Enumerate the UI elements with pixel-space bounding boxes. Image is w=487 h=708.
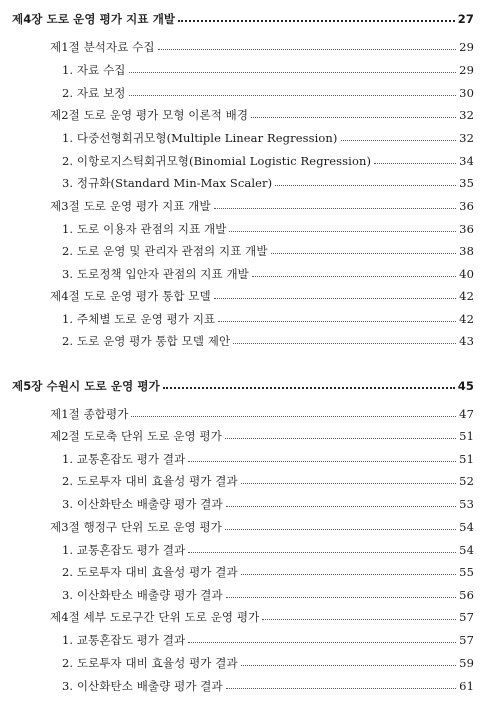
dot-leader [225, 529, 456, 530]
toc-item[interactable] [62, 632, 474, 648]
toc-section[interactable] [50, 519, 474, 535]
toc-label: 2. 도로투자 대비 효율성 평가 결과 [62, 474, 238, 488]
dot-leader [163, 387, 455, 389]
toc-label: 2. 도로 운영 평가 통합 모델 제안 [62, 334, 231, 348]
dot-leader [214, 208, 456, 209]
dot-leader [233, 343, 456, 344]
dot-leader [229, 231, 456, 232]
toc-item[interactable] [62, 587, 474, 603]
toc-page-number: 57 [459, 633, 474, 647]
toc-item[interactable] [62, 451, 474, 467]
toc-page-number: 61 [459, 679, 474, 693]
toc-page-number: 42 [459, 289, 474, 303]
toc-label: 3. 이산화탄소 배출량 평가 결과 [62, 679, 223, 693]
toc-page-number: 59 [459, 656, 474, 670]
toc-item[interactable] [62, 655, 474, 671]
toc-label: 1. 자료 수집 [62, 63, 126, 77]
toc-page-number: 30 [459, 86, 474, 100]
toc-page-number: 29 [459, 63, 474, 77]
dot-leader [374, 163, 456, 164]
toc-item[interactable] [62, 564, 474, 580]
toc-chapter-4[interactable] [12, 11, 474, 27]
dot-leader [271, 253, 457, 254]
dot-leader [129, 95, 457, 96]
toc-chapter-5[interactable] [12, 378, 474, 394]
dot-leader [252, 276, 456, 277]
toc-label: 3. 이산화탄소 배출량 평가 결과 [62, 497, 223, 511]
toc-page-number: 35 [459, 176, 474, 190]
toc-item[interactable] [62, 130, 474, 146]
toc-page-number: 40 [459, 267, 474, 281]
dot-leader [275, 185, 456, 186]
toc-label: 2. 도로투자 대비 효율성 평가 결과 [62, 565, 238, 579]
toc-label: 제1절 종합평가 [50, 407, 129, 421]
dot-leader [241, 665, 456, 666]
toc-item[interactable] [62, 85, 474, 101]
toc-section[interactable] [50, 406, 474, 422]
toc-label: 제2절 도로축 단위 도로 운영 평가 [50, 429, 222, 443]
toc-page-number: 51 [459, 452, 474, 466]
toc-section[interactable] [50, 39, 474, 55]
dot-leader [241, 483, 456, 484]
toc-item[interactable] [62, 473, 474, 489]
toc-item[interactable] [62, 175, 474, 191]
toc-label: 1. 교통혼잡도 평가 결과 [62, 633, 186, 647]
toc-label: 3. 이산화탄소 배출량 평가 결과 [62, 588, 223, 602]
dot-leader [158, 49, 457, 50]
dot-leader [188, 552, 456, 553]
toc-page-number: 32 [459, 108, 474, 122]
toc-item[interactable] [62, 62, 474, 78]
dot-leader [262, 619, 456, 620]
toc-item[interactable] [62, 333, 474, 349]
toc-page-number: 36 [459, 199, 474, 213]
dot-leader [226, 597, 456, 598]
toc-label: 3. 도로정책 입안자 관점의 지표 개발 [62, 267, 249, 281]
dot-leader [218, 321, 456, 322]
dot-leader [226, 506, 456, 507]
toc-section[interactable] [50, 107, 474, 123]
toc-item[interactable] [62, 243, 474, 259]
toc-page-number: 27 [457, 12, 474, 26]
toc-label: 1. 다중선형회귀모형(Multiple Linear Regression) [62, 131, 338, 145]
toc-section[interactable] [50, 428, 474, 444]
toc-page-number: 42 [459, 312, 474, 326]
toc-label: 제5장 수원시 도로 운영 평가 [12, 379, 160, 393]
toc-page-number: 36 [459, 222, 474, 236]
toc-page-number: 54 [459, 543, 474, 557]
dot-leader [188, 642, 456, 643]
toc-label: 제3절 도로 운영 평가 지표 개발 [50, 199, 211, 213]
toc-item[interactable] [62, 542, 474, 558]
toc-item[interactable] [62, 496, 474, 512]
toc-item[interactable] [62, 311, 474, 327]
dot-leader [129, 72, 457, 73]
toc-page-number: 51 [459, 429, 474, 443]
dot-leader [131, 416, 456, 417]
toc-label: 2. 도로투자 대비 효율성 평가 결과 [62, 656, 238, 670]
toc-page-number: 52 [459, 474, 474, 488]
toc-item[interactable] [62, 221, 474, 237]
toc-item[interactable] [62, 678, 474, 694]
toc-label: 3. 정규화(Standard Min-Max Scaler) [62, 176, 273, 190]
toc-page-number: 45 [457, 379, 474, 393]
dot-leader [241, 574, 456, 575]
toc-page-number: 32 [459, 131, 474, 145]
toc-label: 1. 도로 이용자 관점의 지표 개발 [62, 222, 227, 236]
toc-label: 제3절 행정구 단위 도로 운영 평가 [50, 520, 222, 534]
toc-page-number: 29 [459, 40, 474, 54]
toc-page-number: 54 [459, 520, 474, 534]
toc-page-number: 55 [459, 565, 474, 579]
dot-leader [226, 688, 456, 689]
toc-page-number: 43 [459, 334, 474, 348]
dot-leader [251, 117, 456, 118]
toc-label: 제1절 분석자료 수집 [50, 40, 155, 54]
toc-section[interactable] [50, 198, 474, 214]
toc-label: 제4장 도로 운영 평가 지표 개발 [12, 12, 176, 26]
toc-label: 1. 주체별 도로 운영 평가 지표 [62, 312, 216, 326]
toc-label: 1. 교통혼잡도 평가 결과 [62, 452, 186, 466]
toc-page-number: 38 [459, 244, 474, 258]
toc-item[interactable] [62, 153, 474, 169]
dot-leader [341, 140, 457, 141]
toc-label: 제2절 도로 운영 평가 모형 이론적 배경 [50, 108, 249, 122]
toc-page-number: 56 [459, 588, 474, 602]
toc-page-number: 47 [459, 407, 474, 421]
dot-leader [225, 438, 456, 439]
dot-leader [178, 20, 455, 22]
toc-label: 2. 이항로지스틱회귀모형(Binomial Logistic Regression) [62, 154, 372, 168]
dot-leader [214, 298, 456, 299]
toc-page-number: 34 [459, 154, 474, 168]
toc-page-number: 57 [459, 610, 474, 624]
toc-label: 제4절 도로 운영 평가 통합 모델 [50, 289, 211, 303]
toc-item[interactable] [62, 266, 474, 282]
toc-label: 제4절 세부 도로구간 단위 도로 운영 평가 [50, 610, 260, 624]
toc-label: 2. 자료 보정 [62, 86, 126, 100]
toc-label: 2. 도로 운영 및 관리자 관점의 지표 개발 [62, 244, 268, 258]
toc-section[interactable] [50, 609, 474, 625]
toc-label: 1. 교통혼잡도 평가 결과 [62, 543, 186, 557]
toc-page-number: 53 [459, 497, 474, 511]
dot-leader [188, 461, 456, 462]
toc-section[interactable] [50, 288, 474, 304]
